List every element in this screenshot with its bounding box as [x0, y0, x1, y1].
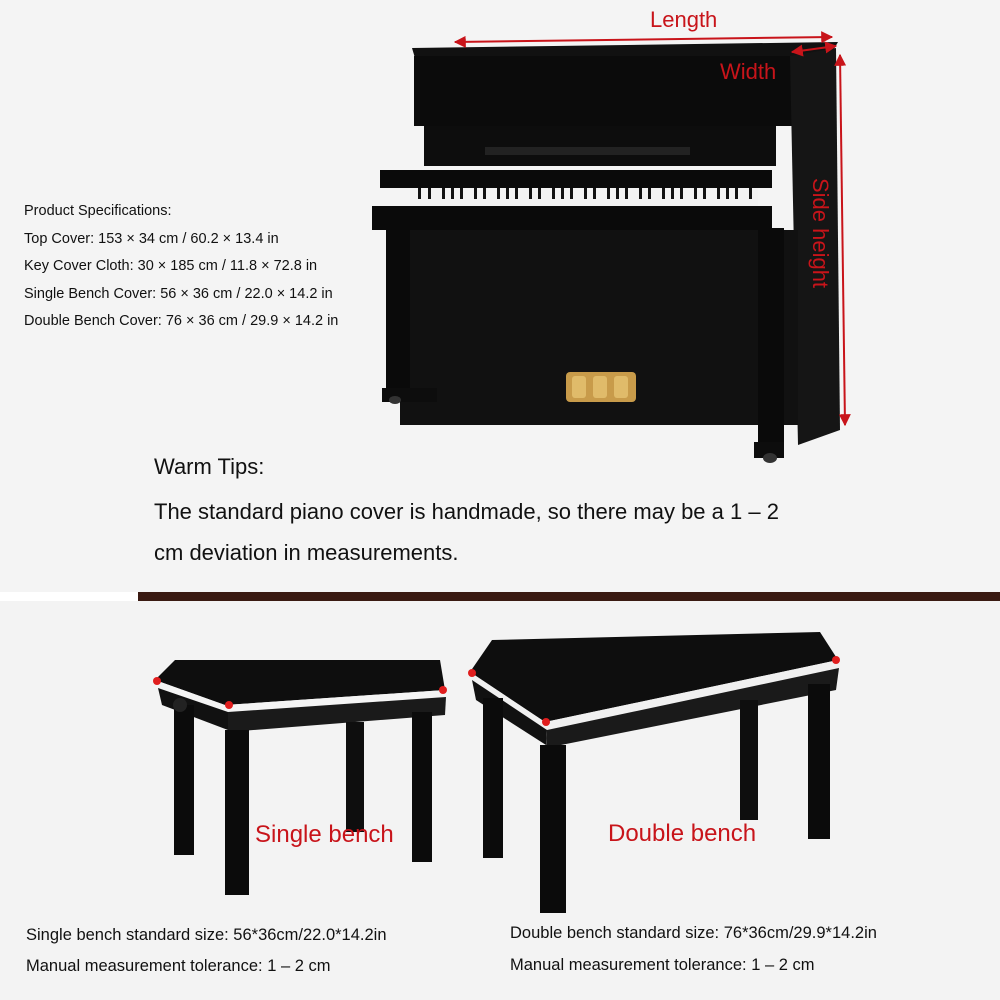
spec-double-bench-cover: Double Bench Cover: 76 × 36 cm / 29.9 × 14.2 in	[24, 313, 339, 329]
width-label: Width	[720, 59, 777, 84]
double-bench-size: Double bench standard size: 76*36cm/29.9*14.2in	[510, 924, 877, 942]
single-bench-tolerance: Manual measurement tolerance: 1 – 2 cm	[26, 957, 331, 975]
product-specifications	[24, 198, 394, 336]
double-bench-label: Double bench	[608, 820, 757, 847]
single-bench-image	[153, 660, 447, 895]
side-height-arrow	[840, 55, 845, 425]
warm-tips-line-2: cm deviation in measurements.	[154, 540, 459, 565]
side-height-label: Side height	[808, 177, 833, 289]
specs-heading: Product Specifications:	[24, 203, 172, 219]
spec-top-cover: Top Cover: 153 × 34 cm / 60.2 × 13.4 in	[24, 230, 279, 247]
length-arrow	[455, 37, 832, 42]
double-bench-image	[468, 632, 840, 913]
warm-tips-line-1: The standard piano cover is handmade, so there may be a 1 – 2	[154, 499, 779, 524]
spec-key-cover-cloth: Key Cover Cloth: 30 × 185 cm / 11.8 × 72.8 in	[24, 258, 318, 274]
spec-single-bench-cover: Single Bench Cover: 56 × 36 cm / 22.0 × 14.2 in	[24, 285, 333, 302]
double-bench-tolerance: Manual measurement tolerance: 1 – 2 cm	[510, 956, 815, 974]
single-bench-size: Single bench standard size: 56*36cm/22.0*14.2in	[26, 926, 387, 944]
single-bench-label: Single bench	[255, 821, 394, 848]
warm-tips-title: Warm Tips:	[154, 454, 265, 479]
length-label: Length	[650, 7, 718, 32]
upright-piano-image	[372, 42, 840, 463]
